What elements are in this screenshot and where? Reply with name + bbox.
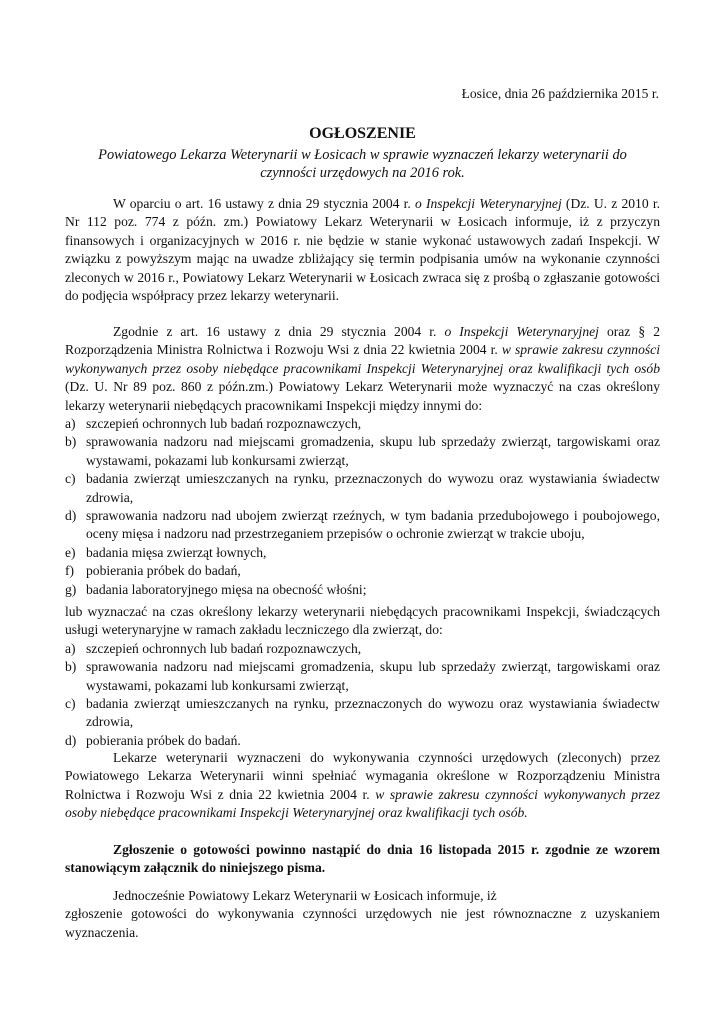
list-item: d) sprawowania nadzoru nad ubojem zwierząt rzeźnych, w tym badania przedubojowego i poubojowego, oceny mięsa i nadzoru nad przestrzeganiem przepisów o ochronie zwierząt w trakcie uboju,: [65, 508, 660, 542]
list-item: a) szczepień ochronnych lub badań rozpoznawczych,: [65, 416, 362, 432]
page-subtitle: Powiatowego Lekarza Weterynarii w Łosicach w sprawie wyznaczeń lekarzy weterynarii do czynności urzędowych na 2016 rok.: [98, 147, 627, 182]
list-item: f) pobierania próbek do badań,: [65, 563, 241, 579]
paragraph-regulation: Zgodnie z art. 16 ustawy z dnia 29 stycznia 2004 r. o Inspekcji Weterynaryjnej oraz § 2 Rozporządzenia Ministra Rolnictwa i Rozwoju Wsi z dnia 22 kwietnia 2004 r. w sprawie zakresu czynności wykonywanych przez osoby niebędące pracownikami Inspekcji Weterynaryjnej oraz kwalifikacji tych osób (Dz. U. Nr 89 poz. 860 z późn.zm.) Powiatowy Lekarz Weterynarii może wyznaczyć na czas określony lekarzy weterynarii niebędących pracownikami Inspekcji między innymi do: a) szczepień ochronnych lub badań rozpoznawczych, b) sprawowania nadzoru nad miejscami gromadzenia, skupu lub sprzedaży zwierząt, targowiskami oraz wystawami, pokazami lub konkursami zwierząt, c) badania zwierząt umieszczanych na rynku, przeznaczonych do wywozu oraz wystawiania świadectw zdrowia, d) sprawowania nadzoru nad ubojem zwierząt rzeźnych, w tym badania przedubojowego i poubojowego, oceny mięsa i nadzoru nad przestrzeganiem przepisów o ochronie zwierząt w trakcie uboju, e) badania mięsa zwierząt łownych, f) pobierania próbek do badań, g) badania laboratoryjnego mięsa na obecność włośni;: [65, 323, 660, 599]
paragraph-requirements: Lekarze weterynarii wyznaczeni do wykonywania czynności urzędowych (zleconych) przez Powiatowego Lekarza Weterynarii winni spełniać wymagania określone w Rozporządzeniu Ministra Rolnictwa i Rozwoju Wsi z dnia 22 kwietnia 2004 r. w sprawie zakresu czynności wykonywanych przez osoby niebędące pracownikami Inspekcji Weterynaryjnej oraz kwalifikacji tych osób.: [65, 750, 660, 821]
task-list-clinic: [65, 640, 660, 750]
paragraph-legal-basis: W oparciu o art. 16 ustawy z dnia 29 stycznia 2004 r. o Inspekcji Weterynaryjnej (Dz. U. z 2010 r. Nr 112 poz. 774 z późn. zm.) Powiatowy Lekarz Weterynarii w Łosicach informuje, iż z przyczyn finansowych i organizacyjnych w 2016 r. nie będzie w stanie wykonać ustawowych zadań Inspekcji. W związku z powyższym mając na uwadze zbliżający się termin podpisania umów na wykonanie czynności zleconych w 2016 r., Powiatowy Lekarz Weterynarii w Łosicach zwraca się z prośbą o zgłaszanie gotowości do podjęcia współpracy przez lekarzy weterynarii.: [65, 196, 660, 304]
paragraph-closing: Jednocześnie Powiatowy Lekarz Weterynarii w Łosicach informuje, iż zgłoszenie gotowości do wykonywania czynności urzędowych nie jest równoznaczne z uzyskaniem wyznaczenia.: [65, 888, 660, 940]
list-item: d) pobierania próbek do badań.: [65, 732, 241, 748]
task-list-inspection: [65, 415, 660, 599]
list-item: b) sprawowania nadzoru nad miejscami gromadzenia, skupu lub sprzedaży zwierząt, targowiskami oraz wystawami, pokazami lub konkursami zwierząt,: [65, 434, 660, 468]
list-item: a) szczepień ochronnych lub badań rozpoznawczych,: [65, 640, 362, 656]
date-line: Łosice, dnia 26 października 2015 r.: [461, 86, 659, 101]
list-item: b) sprawowania nadzoru nad miejscami gromadzenia, skupu lub sprzedaży zwierząt, targowiskami oraz wystawami, pokazami lub konkursami zwierząt,: [65, 659, 660, 693]
list-item: c) badania zwierząt umieszczanych na rynku, przeznaczonych do wywozu oraz wystawiania świadectw zdrowia,: [65, 471, 660, 505]
paragraph-deadline: Zgłoszenie o gotowości powinno nastąpić do dnia 16 listopada 2015 r. zgodnie ze wzorem stanowiącym załącznik do niniejszego pisma.: [65, 842, 660, 876]
paragraph-clinic-vets: lub wyznaczać na czas określony lekarzy weterynarii niebędących pracownikami Inspekcji, świadczących usługi weterynaryjne w ramach zakładu leczniczego dla zwierząt, do: a) szczepień ochronnych lub badań rozpoznawczych, b) sprawowania nadzoru nad miejscami gromadzenia, skupu lub sprzedaży zwierząt, targowiskami oraz wystawami, pokazami lub konkursami zwierząt, c) badania zwierząt umieszczanych na rynku, przeznaczonych do wywozu oraz wystawiania świadectw zdrowia, d) pobierania próbek do badań.: [65, 603, 660, 750]
page-title: OGŁOSZENIE: [309, 125, 416, 142]
list-item: e) badania mięsa zwierząt łownych,: [65, 544, 267, 560]
list-item: g) badania laboratoryjnego mięsa na obecność włośni;: [65, 581, 367, 597]
list-item: c) badania zwierząt umieszczanych na rynku, przeznaczonych do wywozu oraz wystawiania świadectw zdrowia,: [65, 696, 660, 730]
